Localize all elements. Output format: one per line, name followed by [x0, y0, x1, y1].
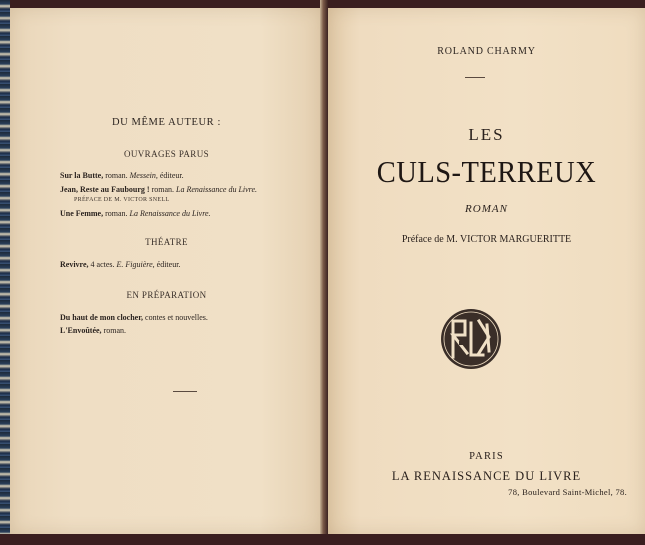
section-title-in-preparation: EN PRÉPARATION — [126, 290, 207, 300]
title-article: LES — [468, 125, 505, 144]
bottom-edge — [0, 534, 645, 545]
preface-credit: Préface de M. VICTOR MARGUERITTE — [401, 234, 572, 245]
genre-label: ROMAN — [465, 203, 508, 215]
author-name: ROLAND CHARMY — [437, 46, 536, 57]
list-item: Revivre, 4 actes. E. Figuière, éditeur. — [60, 260, 181, 269]
section-title-published: OUVRAGES PARUS — [123, 149, 210, 159]
preface-note: PRÉFACE DE M. VICTOR SNELL — [74, 197, 170, 203]
binding-edge — [0, 0, 10, 545]
divider — [173, 391, 197, 392]
list-item: Du haut de mon clocher, contes et nouvelles. — [60, 313, 208, 322]
publication-city: PARIS — [469, 451, 504, 462]
book-title: CULS-TERREUX — [376, 154, 597, 189]
section-title-theatre: THÉATRE — [145, 237, 188, 247]
list-item: L'Envoûtée, roman. — [60, 326, 126, 335]
publisher-monogram-icon — [439, 307, 503, 371]
publisher-address: 78, Boulevard Saint-Michel, 78. — [508, 487, 627, 497]
book-gutter — [320, 0, 328, 545]
publisher-name: LA RENAISSANCE DU LIVRE — [391, 469, 582, 483]
list-item: Jean, Reste au Faubourg ! roman. La Renaissance du Livre. — [60, 185, 258, 194]
left-page — [10, 8, 323, 534]
list-item: Une Femme, roman. La Renaissance du Livre. — [60, 209, 211, 218]
same-author-heading: DU MÊME AUTEUR : — [111, 117, 222, 128]
right-page — [328, 8, 645, 534]
divider — [465, 77, 485, 78]
list-item: Sur la Butte, roman. Messein, éditeur. — [60, 171, 184, 180]
